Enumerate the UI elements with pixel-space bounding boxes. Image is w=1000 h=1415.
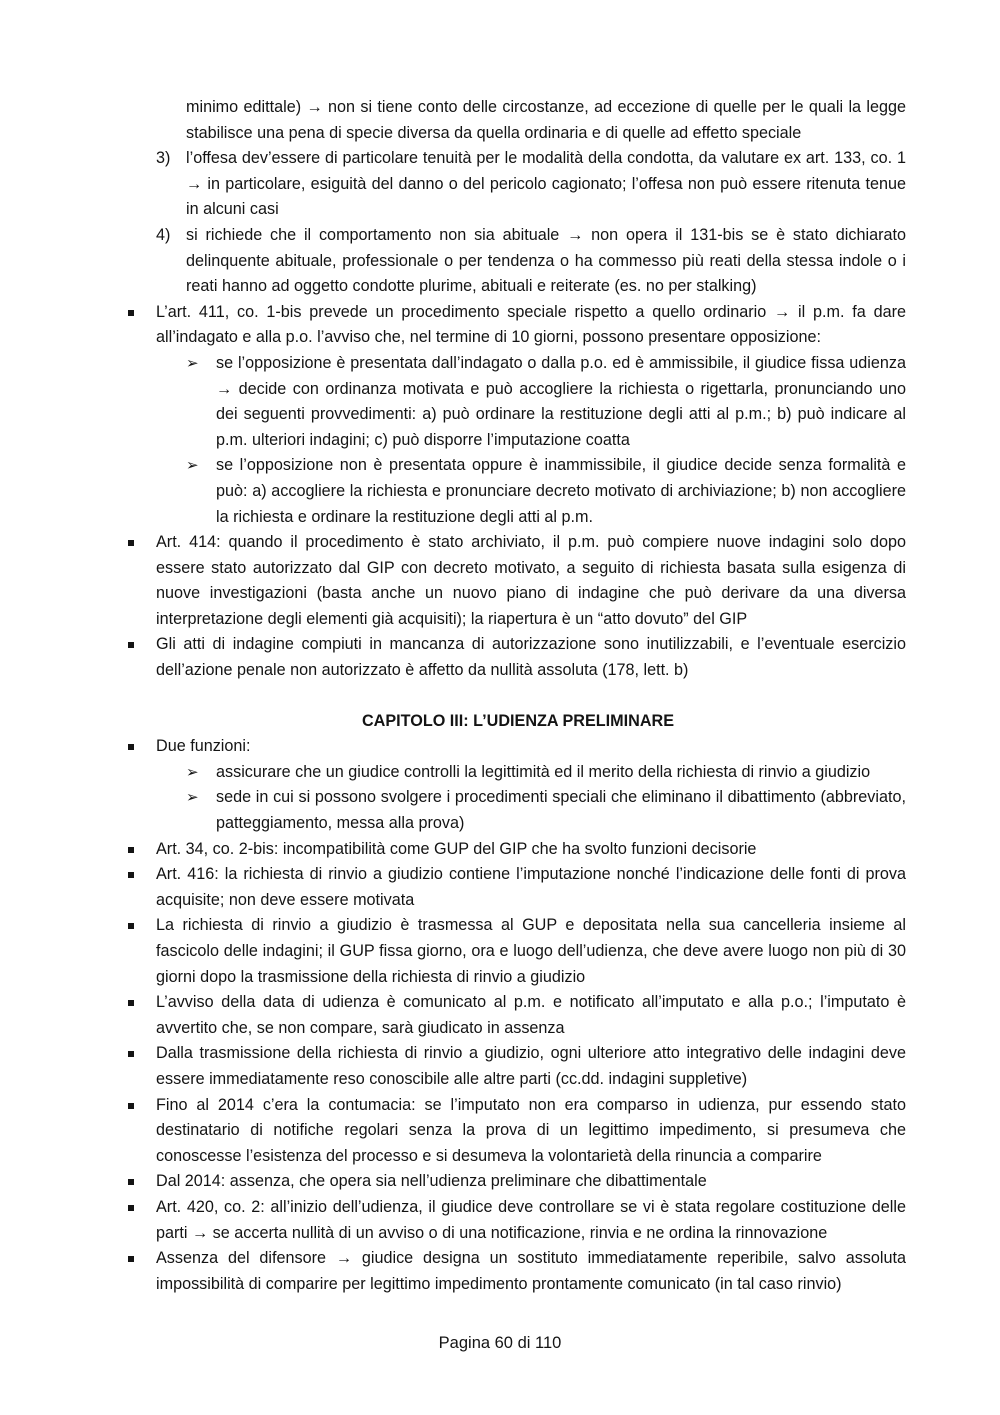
continued-item-text [130,95,906,146]
bullet-art-416 [130,862,906,913]
square-bullet-icon [128,642,134,648]
item-number: 4) [156,225,171,244]
bullet-text: Art. 420, co. 2: all’inizio dell’udienza, il giudice deve controllare se vi è stata regolare costituzione delle parti → se accerta nullità di un avviso o di una notificazione, rinvia e ne ordina la rinnovazione [156,1197,906,1242]
square-bullet-icon [128,310,134,316]
bullet-text: Gli atti di indagine compiuti in mancanza di autorizzazione sono inutilizzabili, e l’eventuale esercizio dell’azione penale non autorizzato è affetto da nullità assoluta (178, lett. b) [156,635,906,680]
bullet-text: Art. 414: quando il procedimento è stato archiviato, il p.m. può compiere nuove indagini solo dopo essere stato autorizzato dal GIP con decreto motivato, a seguito di richiesta basata sulla esigenza di nuove investigazioni (basta anche un nuovo piano di indagine che può derivare da una diversa interpretazione degli elementi già acquisiti); la riapertura è un “atto dovuto” del GIP [156,533,906,628]
sub-bullet-text: se l’opposizione non è presentata oppure è inammissibile, il giudice decide senza formalità e può: a) accogliere la richiesta e pronunciare decreto motivato di archiviazione; b) non accogliere la richiesta e ordinare la restituzione degli atti al p.m. [216,456,906,526]
square-bullet-icon [128,1000,134,1006]
bullet-assenza [130,1169,906,1195]
sub-bullet-text: sede in cui si possono svolgere i procedimenti speciali che eliminano il dibattimento (abbreviato, patteggiamento, messa alla prova) [216,788,906,833]
numbered-item-text: si richiede che il comportamento non sia abituale → non opera il 131-bis se è stato dichiarato delinquente abituale, professionale o per tendenza o ha commesso più reati della stessa indole o i reati hanno ad oggetto condotte plurime, abituali e reiterate (es. no per stalking) [186,225,906,296]
arrow-pointer-icon: ➢ [186,354,199,372]
bullet-contumacia [130,1093,906,1170]
bullet-assenza-difensore [130,1246,906,1297]
square-bullet-icon [128,744,134,750]
square-bullet-icon [128,1205,134,1211]
bullet-art-414 [130,530,906,632]
numbered-item-4 [130,223,906,300]
bullet-richiesta-trasmessa [130,913,906,990]
bullet-art-411 [130,300,906,351]
bullet-text: Art. 416: la richiesta di rinvio a giudizio contiene l’imputazione nonché l’indicazione delle fonti di prova acquisite; non deve essere motivata [156,865,906,909]
bullet-avviso-udienza [130,990,906,1041]
sub-bullet-opposizione-inammissibile [130,453,906,530]
numbered-item-3 [130,146,906,223]
square-bullet-icon [128,1179,134,1185]
sub-bullet-text: assicurare che un giudice controlli la legittimità ed il merito della richiesta di rinvio a giudizio [216,762,871,781]
arrow-pointer-icon: ➢ [186,457,199,475]
bullet-text: Due funzioni: [156,737,251,756]
bullet-inutilizzabili [130,632,906,683]
arrow-pointer-icon: ➢ [186,789,199,807]
item-number: 3) [156,149,171,168]
bullet-text: Assenza del difensore → giudice designa un sostituto immediatamente reperibile, salvo assoluta impossibilità di comparire per legittimo impedimento prontamente comunicato (in tal caso rinvio) [156,1249,906,1293]
square-bullet-icon [128,1051,134,1057]
bullet-text: La richiesta di rinvio a giudizio è trasmessa al GUP e depositata nella sua cancelleria insieme al fascicolo delle indagini; il GUP fissa giorno, ora e luogo dell’udienza, che deve avere luogo non più di 30 giorni dopo la trasmissione della richiesta di rinvio a giudizio [156,916,906,986]
page-content [130,95,906,1297]
square-bullet-icon [128,923,134,929]
bullet-text: L’art. 411, co. 1-bis prevede un procedimento speciale rispetto a quello ordinario → il p.m. fa dare all’indagato e alla p.o. l’avviso che, nel termine di 10 giorni, possono presentare opposizione: [156,302,906,347]
bullet-art-420 [130,1195,906,1246]
bullet-text: Dal 2014: assenza, che opera sia nell’udienza preliminare che dibattimentale [156,1172,707,1191]
square-bullet-icon [128,540,134,546]
bullet-text: L’avviso della data di udienza è comunicato al p.m. e notificato all’imputato e alla p.o.; l’imputato è avvertito che, se non compare, sarà giudicato in assenza [156,993,906,1037]
arrow-pointer-icon: ➢ [186,763,199,781]
square-bullet-icon [128,872,134,878]
bullet-text: Art. 34, co. 2-bis: incompatibilità come GUP del GIP che ha svolto funzioni decisorie [156,839,757,858]
square-bullet-icon [128,1103,134,1109]
sub-bullet-text: se l’opposizione è presentata dall’indagato o dalla p.o. ed è ammissibile, il giudice fissa udienza → decide con ordinanza motivata e può accogliere la richiesta o rigettarla, pronunciando uno dei seguenti provvedimenti: a) può ordinare la restituzione degli atti al p.m.; b) può indicare al p.m. ulteriori indagini; c) può disporre l’imputazione coatta [216,353,906,449]
bullet-due-funzioni [130,734,906,760]
chapter-heading: CAPITOLO III: L’UDIENZA PRELIMINARE [361,711,675,730]
numbered-item-text: l’offesa dev’essere di particolare tenuità per le modalità della condotta, da valutare ex art. 133, co. 1 → in particolare, esiguità del danno o del pericolo cagionato; l’offesa non può essere ritenuta tenue in alcuni casi [186,149,906,219]
sub-bullet-opposizione-ammissibile [130,351,906,453]
bullet-indagini-suppletive [130,1041,906,1092]
bullet-text: Fino al 2014 c’era la contumacia: se l’imputato non era comparso in udienza, pur essendo stato destinatario di notifiche regolari senza la prova di un legittimo impedimento, si presumeva che conoscesse l’esistenza del processo e si desumeva la volontarietà della rinuncia a comparire [156,1095,906,1165]
square-bullet-icon [128,847,134,853]
sub-bullet-funzione-1 [130,760,906,786]
continued-text: minimo edittale) → non si tiene conto delle circostanze, ad eccezione di quelle per le quali la legge stabilisce una pena di specie diversa da quella ordinaria e di quelle ad effetto speciale [186,98,906,142]
sub-bullet-funzione-2 [130,785,906,836]
square-bullet-icon [128,1256,134,1262]
page-number-footer: Pagina 60 di 110 [438,1334,562,1352]
bullet-text: Dalla trasmissione della richiesta di rinvio a giudizio, ogni ulteriore atto integrativo delle indagini deve essere immediatamente reso conoscibile alle altre parti (cc.dd. indagini suppletive) [156,1044,906,1088]
bullet-art-34 [130,837,906,863]
